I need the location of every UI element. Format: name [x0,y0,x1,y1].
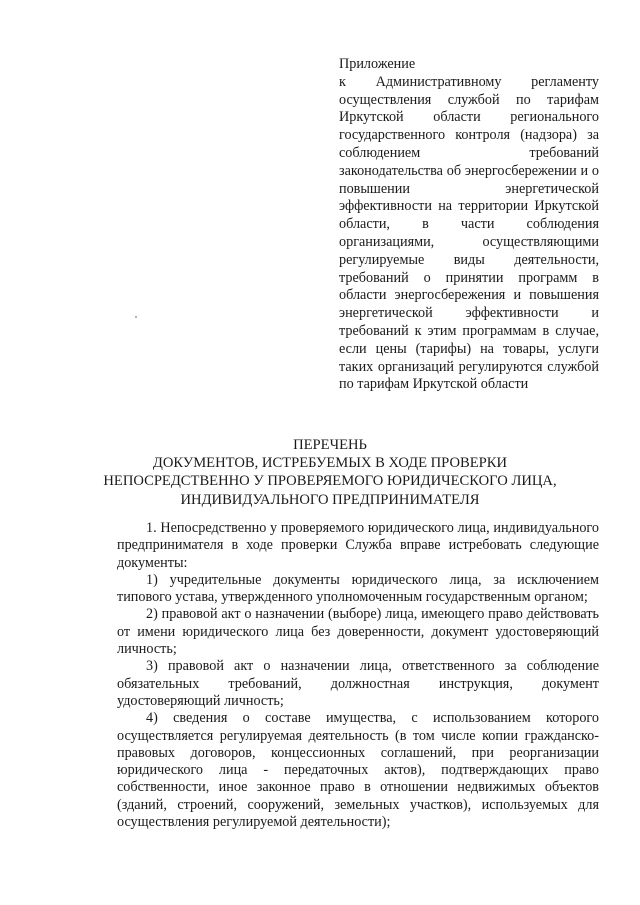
appendix-title: Приложение [339,56,416,72]
heading-line-2: ДОКУМЕНТОВ, ИСТРЕБУЕМЫХ В ХОДЕ ПРОВЕРКИ [152,455,508,472]
document-body [117,520,599,831]
heading-line-1: ПЕРЕЧЕНЬ [293,437,367,453]
paragraph-item-3: 3) правовой акт о назначении лица, ответственного за соблюдение обязательных требований, должностная инструкция, документ удостоверяющий личность; [117,658,599,709]
paragraph-item-2: 2) правовой акт о назначении (выборе) лица, имеющего право действовать от имени юридического лица без доверенности, документ удостоверяющий личность; [117,606,599,658]
appendix-block [339,56,599,394]
scan-speck [135,316,137,318]
document-heading [60,436,600,509]
heading-line-3: НЕПОСРЕДСТВЕННО У ПРОВЕРЯЕМОГО ЮРИДИЧЕСКОГО ЛИЦА, [103,473,557,490]
paragraph-item-1: 1) учредительные документы юридического лица, за исключением типового устава, утвержденного уполномоченным государственным органом; [117,571,599,606]
heading-line-4: ИНДИВИДУАЛЬНОГО ПРЕДПРИНИМАТЕЛЯ [180,491,480,508]
paragraph-intro: 1. Непосредственно у проверяемого юридического лица, индивидуального предпринимателя в ходе проверки Служба вправе истребовать следующие документы: [117,520,599,571]
appendix-body: к Административному регламенту осуществления службой по тарифам Иркутской области регионального государственного контроля (надзора) за соблюдением требований законодательства об энергосбережении и о повышении энергетической эффективности на территории Иркутской области, в части соблюдения организациями, осуществляющими регулируемые виды деятельности, требований о принятии программ в области энергосбережения и повышения энергетической эффективности и требований к этим программам в случае, если цены (тарифы) на товары, услуги таких организаций регулируются службой по тарифам Иркутской области [339,73,599,393]
paragraph-item-4: 4) сведения о составе имущества, с использованием которого осуществляется регулируемая деятельность (в том числе копии гражданско-правовых договоров, концессионных соглашений, при реорганизации юридического лица - передаточных актов), подтверждающих право собственности, иное законное право в отношении недвижимых объектов (зданий, строений, сооружений, земельных участков), используемых для осуществления регулируемой деятельности); [117,710,599,831]
